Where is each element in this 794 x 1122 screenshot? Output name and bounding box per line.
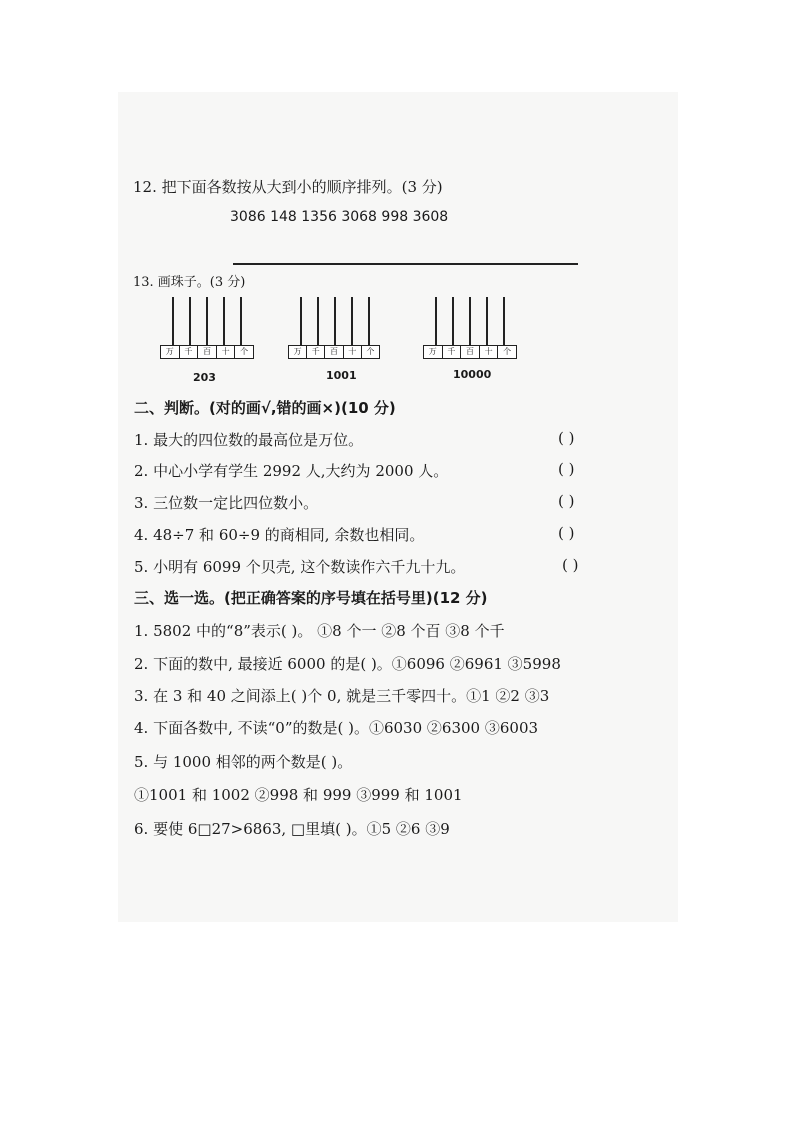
place-label: 万 bbox=[289, 346, 307, 358]
answer-paren[interactable]: ( ) bbox=[562, 556, 579, 574]
place-label: 个 bbox=[240, 347, 249, 356]
place-label: 万 bbox=[424, 346, 443, 358]
place-label: 百 bbox=[325, 346, 343, 358]
choice-item-2: 2. 下面的数中, 最接近 6000 的是( )。①6096 ②6961 ③5998 bbox=[134, 655, 561, 673]
q13-title: 13. 画珠子。(3 分) bbox=[133, 275, 246, 290]
choice-item-5: 5. 与 1000 相邻的两个数是( )。 bbox=[134, 753, 353, 771]
answer-paren[interactable]: ( ) bbox=[558, 492, 575, 510]
choice-item-6: 6. 要使 6□27>6863, □里填( )。①5 ②6 ③9 bbox=[134, 820, 450, 838]
answer-paren[interactable]: ( ) bbox=[558, 429, 575, 447]
judge-item-1: 1. 最大的四位数的最高位是万位。 bbox=[134, 431, 364, 449]
choice-item-1: 1. 5802 中的“8”表示( )。 ①8 个一 ②8 个百 ③8 个千 bbox=[134, 622, 505, 640]
place-label: 千 bbox=[180, 346, 199, 358]
judge-item-5: 5. 小明有 6099 个贝壳, 这个数读作六千九十九。 bbox=[134, 558, 466, 576]
answer-line bbox=[233, 263, 578, 265]
abacus-10000[interactable] bbox=[423, 297, 517, 361]
section2-heading: 二、判断。(对的画√,错的画×)(10 分) bbox=[134, 399, 396, 417]
answer-paren[interactable]: ( ) bbox=[558, 524, 575, 542]
place-label: 百 bbox=[461, 346, 480, 358]
judge-item-2: 2. 中心小学有学生 2992 人,大约为 2000 人。 bbox=[134, 462, 449, 480]
place-label: 千 bbox=[307, 346, 325, 358]
place-label: 十 bbox=[480, 346, 499, 358]
place-label: 千 bbox=[443, 346, 462, 358]
abacus-1001[interactable] bbox=[288, 297, 380, 361]
place-label: 十 bbox=[217, 346, 236, 358]
choice-item-3: 3. 在 3 和 40 之间添上( )个 0, 就是三千零四十。①1 ②2 ③3 bbox=[134, 687, 550, 705]
abacus-label: 203 bbox=[193, 371, 216, 384]
place-label: 个 bbox=[503, 347, 512, 356]
section3-heading: 三、选一选。(把正确答案的序号填在括号里)(12 分) bbox=[134, 589, 488, 607]
abacus-label: 1001 bbox=[326, 369, 357, 382]
q12-title: 12. 把下面各数按从大到小的顺序排列。(3 分) bbox=[133, 178, 443, 196]
place-label: 百 bbox=[198, 346, 217, 358]
judge-item-4: 4. 48÷7 和 60÷9 的商相同, 余数也相同。 bbox=[134, 526, 425, 544]
place-label: 个 bbox=[366, 347, 375, 356]
place-label: 万 bbox=[161, 346, 180, 358]
judge-item-3: 3. 三位数一定比四位数小。 bbox=[134, 494, 319, 512]
choice-item-4: 4. 下面各数中, 不读“0”的数是( )。①6030 ②6300 ③6003 bbox=[134, 719, 539, 737]
choice-item-5-options: ①1001 和 1002 ②998 和 999 ③999 和 1001 bbox=[134, 786, 463, 804]
q12-numbers: 3086 148 1356 3068 998 3608 bbox=[230, 209, 449, 225]
abacus-label: 10000 bbox=[453, 368, 492, 381]
answer-paren[interactable]: ( ) bbox=[558, 460, 575, 478]
abacus-203[interactable] bbox=[160, 297, 254, 361]
place-label: 十 bbox=[344, 346, 362, 358]
